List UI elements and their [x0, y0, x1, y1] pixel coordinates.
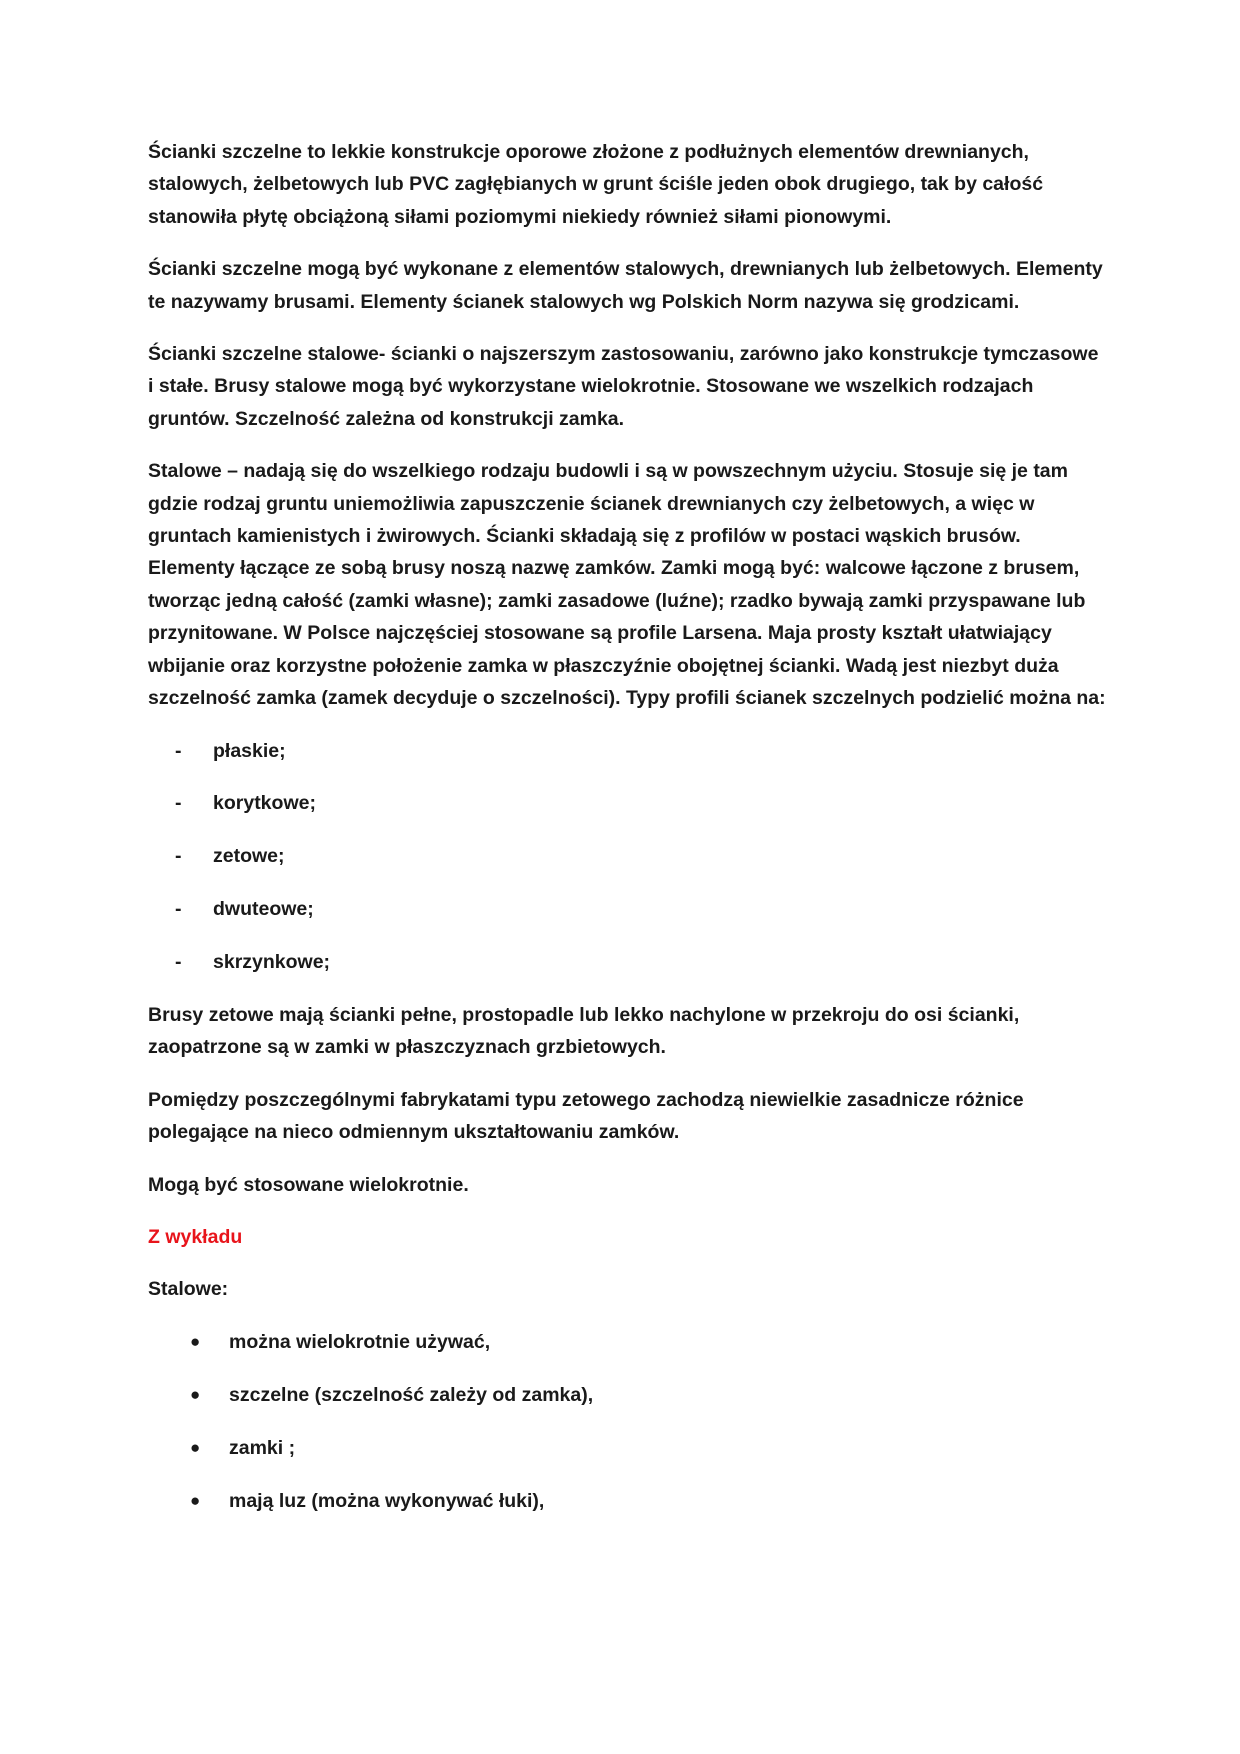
list-item: [148, 735, 1108, 767]
steel-features-list: [148, 1326, 1108, 1517]
list-item-text: mają luz (można wykonywać łuki),: [229, 1489, 545, 1512]
bullet-icon: ●: [190, 1490, 201, 1510]
list-item: [148, 1379, 1108, 1411]
paragraph-reuse: Mogą być stosowane wielokrotnie.: [148, 1173, 469, 1196]
list-item: [148, 946, 1108, 978]
bullet-icon: ●: [190, 1384, 201, 1404]
list-item-text: płaskie;: [213, 739, 286, 762]
profile-types-list: [148, 735, 1108, 979]
dash-marker: -: [175, 898, 182, 921]
list-item: [148, 1432, 1108, 1464]
list-item-text: można wielokrotnie używać,: [229, 1330, 491, 1353]
list-item: [148, 840, 1108, 872]
list-item-text: zetowe;: [213, 845, 285, 868]
list-item: [148, 787, 1108, 819]
list-item: [148, 1485, 1108, 1517]
document-page: [148, 136, 1108, 1538]
bullet-icon: ●: [190, 1331, 201, 1351]
list-item: [148, 893, 1108, 925]
paragraph-z-profiles: Brusy zetowe mają ścianki pełne, prostopadle lub lekko nachylone w przekroju do osi ścianki, zaopatrzone są w zamki w płaszczyznach grzbietowych.: [148, 1004, 1020, 1059]
list-item: [148, 1326, 1108, 1358]
lecture-heading: Z wykładu: [148, 1226, 243, 1249]
list-item-text: dwuteowe;: [213, 898, 314, 921]
paragraph-steel-details: Stalowe – nadają się do wszelkiego rodzaju budowli i są w powszechnym użyciu. Stosuje się je tam gdzie rodzaj gruntu uniemożliwia zapuszczenie ścianek drewnianych czy żelbetowych, a więc w gruntach kamienistych i żwirowych. Ścianki składają się z profilów w postaci wąskich brusów. Elementy łączące ze sobą brusy noszą nazwę zamków. Zamki mogą być: walcowe łączone z brusem, tworząc jedną całość (zamki własne); zamki zasadowe (luźne); rzadko bywają zamki przyspawane lub przynitowane. W Polsce najczęściej stosowane są profile Larsena. Maja prosty kształt ułatwiający wbijanie oraz korzystne położenie zamka w płaszczyźnie obojętnej ścianki. Wadą jest niezbyt duża szczelność zamka (zamek decyduje o szczelności). Typy profili ścianek szczelnych podzielić można na:: [148, 460, 1106, 710]
list-item-text: zamki ;: [229, 1436, 296, 1459]
paragraph-definition: Ścianki szczelne to lekkie konstrukcje oporowe złożone z podłużnych elementów drewnianych, stalowych, żelbetowych lub PVC zagłębianych w grunt ściśle jeden obok drugiego, tak by całość stanowiła płytę obciążoną siłami poziomymi niekiedy również siłami pionowymi.: [148, 141, 1044, 228]
dash-marker: -: [175, 845, 182, 868]
dash-marker: -: [175, 792, 182, 815]
dash-marker: -: [175, 739, 182, 762]
paragraph-manufacturers: Pomiędzy poszczególnymi fabrykatami typu zetowego zachodzą niewielkie zasadnicze różnice polegające na nieco odmiennym ukształtowaniu zamków.: [148, 1088, 1024, 1144]
list-item-text: skrzynkowe;: [213, 951, 331, 974]
dash-marker: -: [175, 951, 182, 974]
paragraph-steel-walls: Ścianki szczelne stalowe- ścianki o najszerszym zastosowaniu, zarówno jako konstrukcje tymczasowe i stałe. Brusy stalowe mogą być wykorzystane wielokrotnie. Stosowane we wszelkich rodzajach gruntów. Szczelność zależna od konstrukcji zamka.: [148, 343, 1099, 430]
section-label-steel: Stalowe:: [148, 1278, 229, 1301]
bullet-icon: ●: [190, 1437, 201, 1457]
list-item-text: korytkowe;: [213, 792, 316, 815]
list-item-text: szczelne (szczelność zależy od zamka),: [229, 1383, 594, 1406]
paragraph-materials: Ścianki szczelne mogą być wykonane z elementów stalowych, drewnianych lub żelbetowych. Elementy te nazywamy brusami. Elementy ścianek stalowych wg Polskich Norm nazywa się grodzicami.: [148, 258, 1103, 313]
